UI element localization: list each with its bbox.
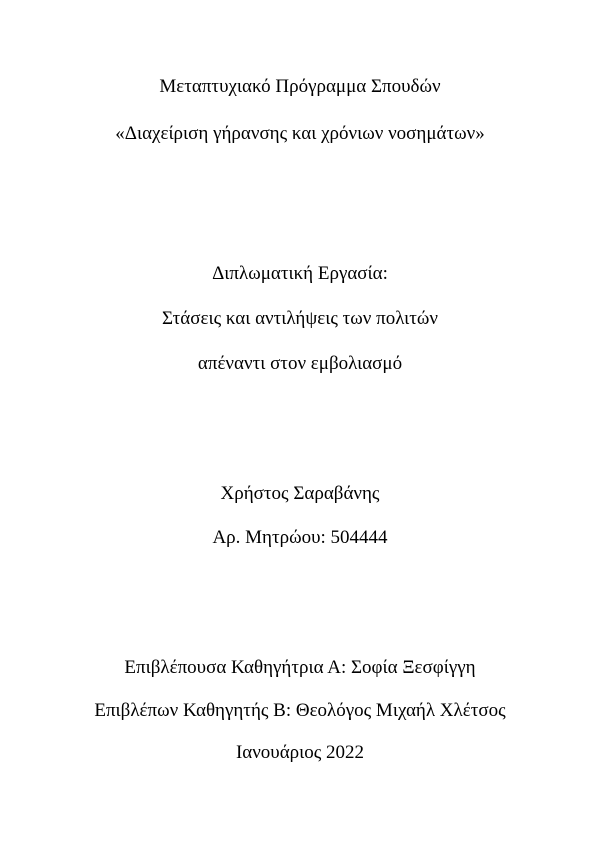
program-name: Μεταπτυχιακό Πρόγραμμα Σπουδών bbox=[159, 76, 441, 97]
program-subtitle: «Διαχείριση γήρανσης και χρόνιων νοσημάτων» bbox=[115, 123, 485, 144]
registration-number: Αρ. Μητρώου: 504444 bbox=[212, 527, 388, 548]
supervisor-a: Επιβλέπουσα Καθηγήτρια Α: Σοφία Ξεσφίγγη bbox=[124, 657, 476, 678]
date: Ιανουάριος 2022 bbox=[235, 742, 365, 763]
thesis-title-line-1: Στάσεις και αντιλήψεις των πολιτών bbox=[161, 308, 439, 329]
supervisor-b: Επιβλέπων Καθηγητής Β: Θεολόγος Μιχαήλ Χλέτσος bbox=[94, 700, 506, 721]
thesis-title-line-2: απέναντι στον εμβολιασμό bbox=[197, 353, 403, 374]
author-name: Χρήστος Σαραβάνης bbox=[220, 483, 380, 504]
thesis-label: Διπλωματική Εργασία: bbox=[212, 263, 388, 284]
